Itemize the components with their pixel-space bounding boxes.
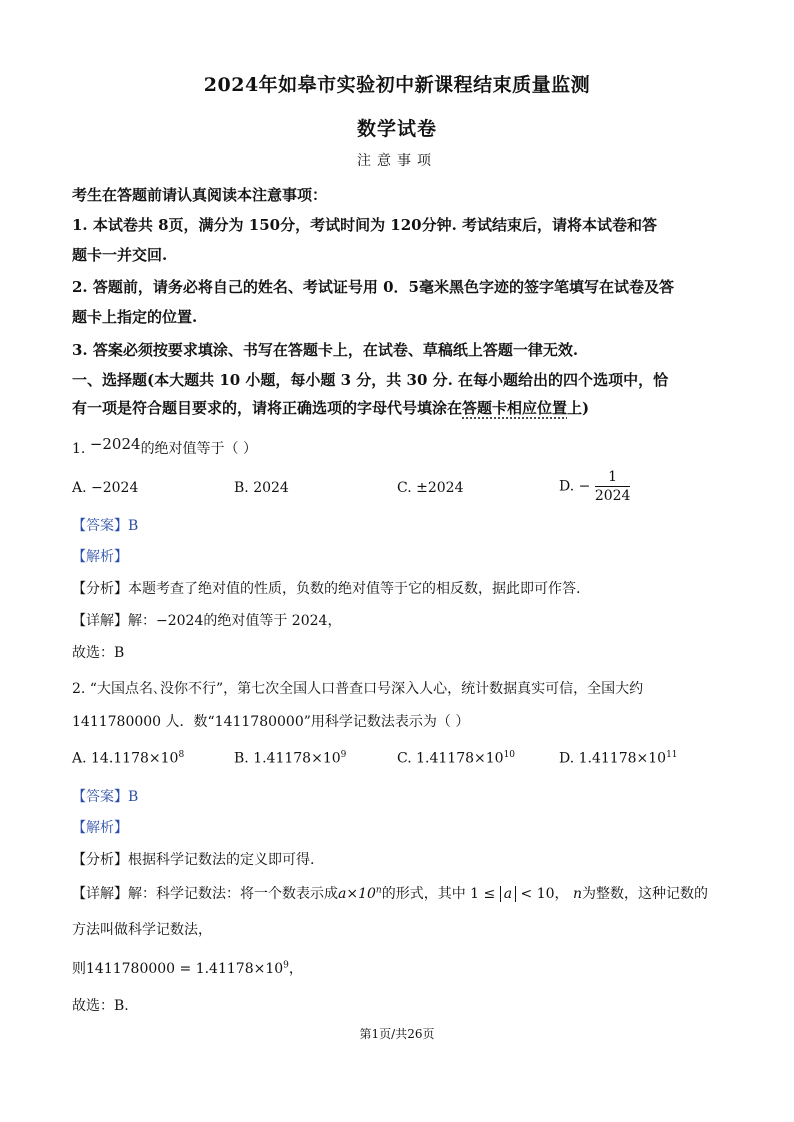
question-2-result (72, 958, 303, 978)
question-2-detail-line-2: 方法叫做科学记数法， (72, 922, 212, 938)
section-1-line-2-post: 上) (567, 399, 590, 417)
fraction-numerator: 1 (595, 468, 631, 487)
detail-prefix: 【详解】解：科学记数法：将一个数表示成 (72, 886, 338, 902)
question-1-option-d-label: D. − (559, 478, 591, 495)
section-1-line-1: 一、选择题(本大题共 10 小题，每小题 3 分，共 30 分. 在每小题给出的四个选项中，恰 (72, 371, 669, 389)
notice-item-1-line-1: 1. 本试卷共 8页，满分为 150分，考试时间为 120分钟. 考试结束后，请将本试卷和答 (72, 216, 658, 234)
question-1-option-d (559, 468, 630, 505)
fraction-denominator: 2024 (594, 488, 631, 504)
section-1-line-2-pre: 有一项是符合题目要求的，请将正确选项的字母代号填涂在 (72, 399, 463, 417)
exponent: 11 (666, 750, 678, 760)
question-2-option-b (234, 750, 346, 767)
scientific-form: a×10 (338, 886, 376, 902)
variable-n: n (572, 886, 582, 902)
notice-heading: 注意事项 (357, 153, 437, 169)
question-1-option-b: B. 2024 (234, 480, 289, 496)
question-2-line-2: 1411780000 人．数“1411780000”用科学记数法表示为（ ） (72, 714, 470, 730)
question-2-answer: 【答案】B (72, 789, 139, 805)
absolute-value: a (500, 886, 516, 902)
fraction (595, 468, 631, 505)
question-1-text: 的绝对值等于（ ） (140, 441, 258, 457)
result-expression: 则1411780000 = 1.41178×10 (72, 961, 284, 977)
inequality-right: < 10 (520, 886, 555, 902)
notice-intro: 考生在答题前请认真阅读本注意事项： (72, 186, 328, 204)
question-1-math: −2024 (89, 435, 141, 453)
question-2-line-1: 2. “大国点名､没你不行”，第七次全国人口普查口号深入人心，统计数据真实可信，全国大约 (72, 681, 644, 697)
detail-comma: ， (554, 886, 569, 902)
question-1-option-a: A. −2024 (72, 480, 139, 496)
question-1-option-c: C. ±2024 (397, 480, 464, 496)
question-2-option-a (72, 750, 184, 767)
exponent: n (375, 885, 382, 896)
question-1-number: 1. (72, 441, 86, 457)
page-footer: 第1页/共26页 (359, 1027, 435, 1041)
exponent: 8 (178, 750, 185, 760)
result-comma: ， (288, 961, 303, 977)
exam-subject: 数学试卷 (356, 118, 437, 140)
section-1-emphasis: 答题卡相应位置 (462, 399, 568, 417)
exponent: 10 (503, 750, 516, 760)
question-1-analysis: 【分析】本题考查了绝对值的性质，负数的绝对值等于它的相反数，据此即可作答. (72, 581, 581, 597)
exam-title: 2024年如皋市实验初中新课程结束质量监测 (203, 74, 591, 96)
question-2-analysis-tag: 【解析】 (72, 820, 128, 836)
detail-middle: 的形式，其中 (381, 886, 466, 902)
notice-item-2-line-1: 2. 答题前，请务必将自己的姓名、考试证号用 0．5毫米黑色字迹的签字笔填写在试卷及答 (72, 278, 674, 296)
notice-item-3: 3. 答案必须按要求填涂、书写在答题卡上，在试卷、草稿纸上答题一律无效. (72, 341, 579, 359)
question-2-option-d (559, 750, 678, 767)
notice-item-2-line-2: 题卡上指定的位置. (72, 308, 198, 326)
question-2-choose: 故选：B. (72, 998, 129, 1014)
question-2-analysis: 【分析】根据科学记数法的定义即可得. (72, 852, 315, 868)
question-1-choose: 故选：B (72, 645, 125, 661)
question-2-option-c (397, 750, 515, 767)
question-1-answer: 【答案】B (72, 518, 139, 534)
section-1-line-2 (72, 397, 589, 418)
question-2-option-c-label: C. 1.41178×10 (397, 750, 504, 767)
exponent: 9 (283, 960, 289, 971)
notice-item-1-line-2: 题卡一并交回. (72, 246, 168, 264)
inequality-left: 1 ≤ (470, 886, 496, 902)
question-1-analysis-tag: 【解析】 (72, 549, 128, 565)
question-2-detail (72, 883, 708, 903)
question-2-option-a-label: A. 14.1178×10 (72, 750, 179, 767)
exponent: 9 (340, 750, 347, 760)
question-1-stem (72, 435, 258, 458)
question-2-option-b-label: B. 1.41178×10 (234, 750, 341, 767)
detail-tail: 为整数，这种记数的 (582, 886, 708, 902)
question-1-detail: 【详解】解：−2024的绝对值等于 2024， (72, 613, 342, 629)
question-2-option-d-label: D. 1.41178×10 (559, 750, 667, 767)
